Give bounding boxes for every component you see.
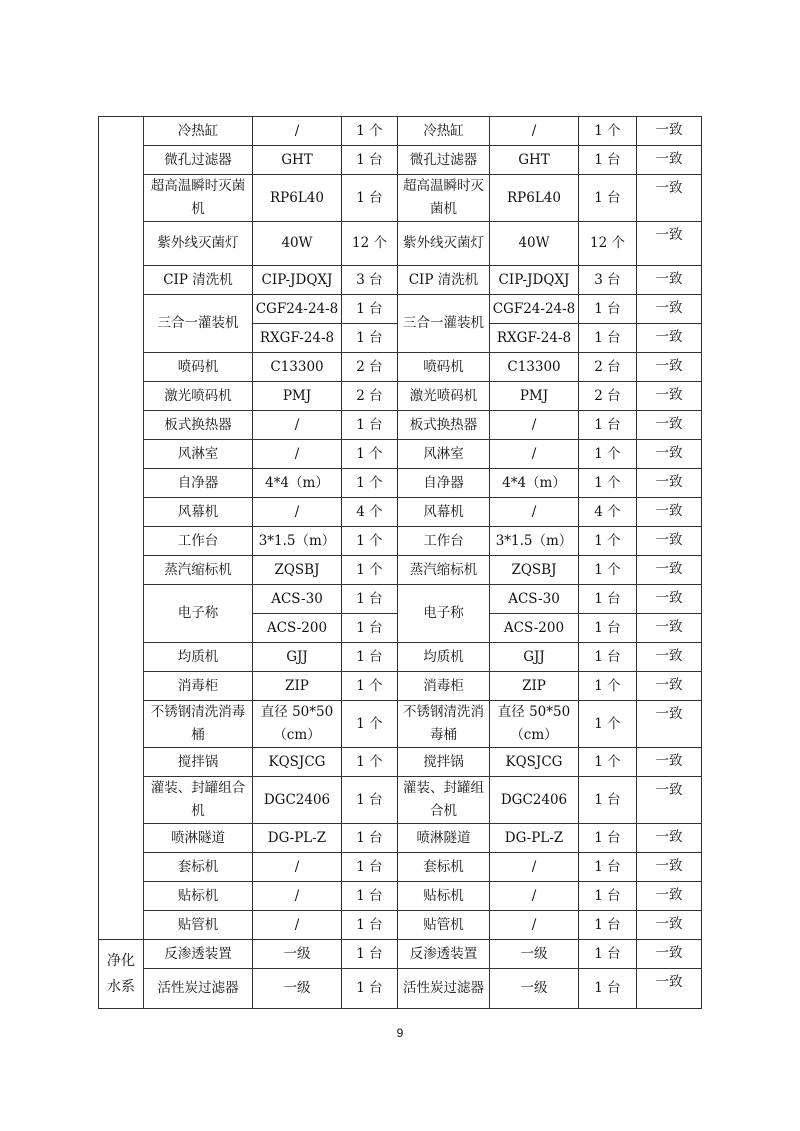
actual-name-cell: 风幕机 — [398, 498, 490, 527]
actual-quantity-cell: 3 台 — [579, 266, 637, 295]
actual-quantity-cell: 1 台 — [579, 324, 637, 353]
result-cell: 一致 — [637, 266, 702, 295]
equipment-name-cell: 喷码机 — [144, 353, 253, 382]
actual-model-cell: CGF24-24-8 — [490, 295, 579, 324]
actual-quantity-cell: 1 台 — [579, 411, 637, 440]
equipment-name-cell: CIP 清洗机 — [144, 266, 253, 295]
actual-model-cell: / — [490, 911, 579, 940]
equipment-name-cell: 激光喷码机 — [144, 382, 253, 411]
table-row — [99, 382, 702, 411]
equipment-name-cell: 冷热缸 — [144, 117, 253, 146]
model-cell: GJJ — [253, 643, 342, 672]
actual-name-cell: 不锈钢清洗消毒桶 — [398, 701, 490, 748]
actual-model-cell: CIP-JDQXJ — [490, 266, 579, 295]
quantity-cell: 1 台 — [342, 411, 398, 440]
model-cell: CGF24-24-8 — [253, 295, 342, 324]
result-cell: 一致 — [637, 295, 702, 324]
actual-model-cell: RP6L40 — [490, 175, 579, 222]
category-cell-water: 净化水系 — [99, 940, 144, 1009]
equipment-name-cell: 板式换热器 — [144, 411, 253, 440]
actual-model-cell: / — [490, 117, 579, 146]
actual-model-cell: ACS-200 — [490, 614, 579, 643]
result-cell: 一致 — [637, 117, 702, 146]
equipment-name-cell: 三合一灌装机 — [144, 295, 253, 353]
result-cell: 一致 — [637, 748, 702, 777]
actual-name-cell: 微孔过滤器 — [398, 146, 490, 175]
quantity-cell: 1 台 — [342, 146, 398, 175]
model-cell: / — [253, 411, 342, 440]
quantity-cell: 1 台 — [342, 777, 398, 824]
actual-quantity-cell: 1 台 — [579, 882, 637, 911]
actual-name-cell: 均质机 — [398, 643, 490, 672]
quantity-cell: 1 个 — [342, 701, 398, 748]
actual-model-cell: DG-PL-Z — [490, 824, 579, 853]
table-row — [99, 911, 702, 940]
quantity-cell: 1 台 — [342, 853, 398, 882]
equipment-name-cell: 喷淋隧道 — [144, 824, 253, 853]
quantity-cell: 4 个 — [342, 498, 398, 527]
equipment-name-cell: 套标机 — [144, 853, 253, 882]
equipment-name-cell: 反渗透装置 — [144, 940, 253, 969]
table-row — [99, 175, 702, 222]
actual-model-cell: / — [490, 853, 579, 882]
actual-name-cell: 反渗透装置 — [398, 940, 490, 969]
model-cell: ZQSBJ — [253, 556, 342, 585]
actual-name-cell: 超高温瞬时灭菌机 — [398, 175, 490, 222]
equipment-name-cell: 贴标机 — [144, 882, 253, 911]
quantity-cell: 1 个 — [342, 748, 398, 777]
result-cell: 一致 — [637, 643, 702, 672]
page-number: 9 — [396, 1026, 404, 1040]
result-cell: 一致 — [637, 222, 702, 266]
quantity-cell: 1 个 — [342, 469, 398, 498]
result-cell: 一致 — [637, 469, 702, 498]
table-row — [99, 824, 702, 853]
table-row — [99, 498, 702, 527]
actual-model-cell: / — [490, 411, 579, 440]
result-cell: 一致 — [637, 969, 702, 1009]
table-row — [99, 940, 702, 969]
actual-name-cell: 三合一灌装机 — [398, 295, 490, 353]
actual-model-cell: GHT — [490, 146, 579, 175]
table-row — [99, 266, 702, 295]
equipment-name-cell: 贴管机 — [144, 911, 253, 940]
actual-quantity-cell: 1 台 — [579, 295, 637, 324]
result-cell: 一致 — [637, 498, 702, 527]
equipment-name-cell: 消毒柜 — [144, 672, 253, 701]
actual-name-cell: 贴标机 — [398, 882, 490, 911]
table-row — [99, 295, 702, 324]
actual-quantity-cell: 1 台 — [579, 824, 637, 853]
result-cell: 一致 — [637, 777, 702, 824]
table-row — [99, 469, 702, 498]
actual-quantity-cell: 1 个 — [579, 672, 637, 701]
model-cell: 一级 — [253, 940, 342, 969]
model-cell: 直径 50*50（cm） — [253, 701, 342, 748]
model-cell: 4*4（m） — [253, 469, 342, 498]
result-cell: 一致 — [637, 146, 702, 175]
actual-quantity-cell: 2 台 — [579, 353, 637, 382]
quantity-cell: 2 台 — [342, 382, 398, 411]
table-row — [99, 777, 702, 824]
quantity-cell: 3 台 — [342, 266, 398, 295]
model-cell: PMJ — [253, 382, 342, 411]
actual-quantity-cell: 1 台 — [579, 614, 637, 643]
model-cell: / — [253, 882, 342, 911]
actual-name-cell: 喷码机 — [398, 353, 490, 382]
quantity-cell: 1 台 — [342, 643, 398, 672]
actual-name-cell: 工作台 — [398, 527, 490, 556]
actual-model-cell: PMJ — [490, 382, 579, 411]
quantity-cell: 1 台 — [342, 175, 398, 222]
actual-model-cell: RXGF-24-8 — [490, 324, 579, 353]
table-row — [99, 853, 702, 882]
quantity-cell: 1 台 — [342, 585, 398, 614]
equipment-name-cell: 风淋室 — [144, 440, 253, 469]
quantity-cell: 1 台 — [342, 824, 398, 853]
actual-model-cell: GJJ — [490, 643, 579, 672]
actual-model-cell: C13300 — [490, 353, 579, 382]
actual-quantity-cell: 1 台 — [579, 146, 637, 175]
actual-model-cell: / — [490, 882, 579, 911]
actual-quantity-cell: 1 个 — [579, 469, 637, 498]
table-row — [99, 411, 702, 440]
table-row — [99, 969, 702, 1009]
actual-quantity-cell: 1 台 — [579, 853, 637, 882]
model-cell: ACS-30 — [253, 585, 342, 614]
actual-quantity-cell: 1 台 — [579, 777, 637, 824]
actual-name-cell: 电子称 — [398, 585, 490, 643]
actual-name-cell: 套标机 — [398, 853, 490, 882]
actual-name-cell: 蒸汽缩标机 — [398, 556, 490, 585]
actual-model-cell: / — [490, 440, 579, 469]
model-cell: / — [253, 498, 342, 527]
model-cell: 40W — [253, 222, 342, 266]
equipment-table — [98, 116, 702, 1009]
quantity-cell: 1 台 — [342, 911, 398, 940]
model-cell: ACS-200 — [253, 614, 342, 643]
result-cell: 一致 — [637, 527, 702, 556]
equipment-name-cell: 搅拌锅 — [144, 748, 253, 777]
model-cell: RP6L40 — [253, 175, 342, 222]
equipment-name-cell: 超高温瞬时灭菌机 — [144, 175, 253, 222]
actual-model-cell: ZIP — [490, 672, 579, 701]
actual-model-cell: KQSJCG — [490, 748, 579, 777]
quantity-cell: 1 个 — [342, 672, 398, 701]
actual-model-cell: ACS-30 — [490, 585, 579, 614]
table-row — [99, 748, 702, 777]
actual-model-cell: ZQSBJ — [490, 556, 579, 585]
actual-quantity-cell: 1 台 — [579, 911, 637, 940]
model-cell: / — [253, 440, 342, 469]
actual-quantity-cell: 1 个 — [579, 701, 637, 748]
actual-name-cell: 激光喷码机 — [398, 382, 490, 411]
model-cell: / — [253, 117, 342, 146]
result-cell: 一致 — [637, 824, 702, 853]
result-cell: 一致 — [637, 382, 702, 411]
quantity-cell: 1 台 — [342, 882, 398, 911]
result-cell: 一致 — [637, 940, 702, 969]
result-cell: 一致 — [637, 353, 702, 382]
equipment-name-cell: 工作台 — [144, 527, 253, 556]
actual-quantity-cell: 1 台 — [579, 969, 637, 1009]
model-cell: 3*1.5（m） — [253, 527, 342, 556]
quantity-cell: 1 台 — [342, 295, 398, 324]
actual-name-cell: 板式换热器 — [398, 411, 490, 440]
model-cell: GHT — [253, 146, 342, 175]
quantity-cell: 2 台 — [342, 353, 398, 382]
actual-name-cell: 自净器 — [398, 469, 490, 498]
actual-name-cell: 喷淋隧道 — [398, 824, 490, 853]
result-cell: 一致 — [637, 175, 702, 222]
table-row — [99, 643, 702, 672]
result-cell: 一致 — [637, 911, 702, 940]
model-cell: C13300 — [253, 353, 342, 382]
actual-quantity-cell: 1 个 — [579, 117, 637, 146]
result-cell: 一致 — [637, 556, 702, 585]
table-row — [99, 117, 702, 146]
actual-model-cell: / — [490, 498, 579, 527]
model-cell: CIP-JDQXJ — [253, 266, 342, 295]
quantity-cell: 1 个 — [342, 440, 398, 469]
equipment-name-cell: 紫外线灭菌灯 — [144, 222, 253, 266]
actual-name-cell: CIP 清洗机 — [398, 266, 490, 295]
result-cell: 一致 — [637, 701, 702, 748]
actual-model-cell: 3*1.5（m） — [490, 527, 579, 556]
actual-quantity-cell: 1 个 — [579, 527, 637, 556]
table-row — [99, 701, 702, 748]
table-row — [99, 353, 702, 382]
quantity-cell: 1 个 — [342, 527, 398, 556]
quantity-cell: 1 台 — [342, 969, 398, 1009]
result-cell: 一致 — [637, 882, 702, 911]
equipment-name-cell: 均质机 — [144, 643, 253, 672]
equipment-name-cell: 风幕机 — [144, 498, 253, 527]
model-cell: KQSJCG — [253, 748, 342, 777]
actual-quantity-cell: 2 台 — [579, 382, 637, 411]
equipment-name-cell: 不锈钢清洗消毒桶 — [144, 701, 253, 748]
result-cell: 一致 — [637, 411, 702, 440]
actual-name-cell: 风淋室 — [398, 440, 490, 469]
actual-name-cell: 灌装、封罐组合机 — [398, 777, 490, 824]
actual-quantity-cell: 4 个 — [579, 498, 637, 527]
actual-model-cell: 一级 — [490, 940, 579, 969]
result-cell: 一致 — [637, 440, 702, 469]
actual-model-cell: 一级 — [490, 969, 579, 1009]
table-row — [99, 882, 702, 911]
table-row — [99, 222, 702, 266]
actual-quantity-cell: 12 个 — [579, 222, 637, 266]
equipment-name-cell: 灌装、封罐组合机 — [144, 777, 253, 824]
model-cell: RXGF-24-8 — [253, 324, 342, 353]
actual-model-cell: 直径 50*50（cm） — [490, 701, 579, 748]
quantity-cell: 1 台 — [342, 324, 398, 353]
model-cell: DG-PL-Z — [253, 824, 342, 853]
actual-quantity-cell: 1 个 — [579, 748, 637, 777]
table-row — [99, 440, 702, 469]
actual-quantity-cell: 1 台 — [579, 585, 637, 614]
actual-name-cell: 贴管机 — [398, 911, 490, 940]
quantity-cell: 12 个 — [342, 222, 398, 266]
equipment-name-cell: 微孔过滤器 — [144, 146, 253, 175]
table-row — [99, 556, 702, 585]
equipment-name-cell: 自净器 — [144, 469, 253, 498]
equipment-name-cell: 活性炭过滤器 — [144, 969, 253, 1009]
quantity-cell: 1 个 — [342, 117, 398, 146]
actual-name-cell: 冷热缸 — [398, 117, 490, 146]
result-cell: 一致 — [637, 614, 702, 643]
actual-quantity-cell: 1 个 — [579, 440, 637, 469]
actual-quantity-cell: 1 台 — [579, 175, 637, 222]
result-cell: 一致 — [637, 324, 702, 353]
actual-name-cell: 紫外线灭菌灯 — [398, 222, 490, 266]
equipment-name-cell: 电子称 — [144, 585, 253, 643]
actual-model-cell: 4*4（m） — [490, 469, 579, 498]
table-row — [99, 527, 702, 556]
equipment-name-cell: 蒸汽缩标机 — [144, 556, 253, 585]
table-row — [99, 146, 702, 175]
result-cell: 一致 — [637, 853, 702, 882]
quantity-cell: 1 台 — [342, 614, 398, 643]
actual-quantity-cell: 1 台 — [579, 940, 637, 969]
actual-model-cell: 40W — [490, 222, 579, 266]
actual-name-cell: 搅拌锅 — [398, 748, 490, 777]
result-cell: 一致 — [637, 585, 702, 614]
actual-quantity-cell: 1 个 — [579, 556, 637, 585]
actual-model-cell: DGC2406 — [490, 777, 579, 824]
model-cell: / — [253, 911, 342, 940]
actual-quantity-cell: 1 台 — [579, 643, 637, 672]
model-cell: 一级 — [253, 969, 342, 1009]
result-cell: 一致 — [637, 672, 702, 701]
category-cell — [99, 117, 144, 940]
model-cell: ZIP — [253, 672, 342, 701]
table-row — [99, 585, 702, 614]
table-row — [99, 672, 702, 701]
actual-name-cell: 活性炭过滤器 — [398, 969, 490, 1009]
quantity-cell: 1 个 — [342, 556, 398, 585]
model-cell: DGC2406 — [253, 777, 342, 824]
equipment-table-body — [99, 117, 702, 1009]
actual-name-cell: 消毒柜 — [398, 672, 490, 701]
model-cell: / — [253, 853, 342, 882]
quantity-cell: 1 台 — [342, 940, 398, 969]
